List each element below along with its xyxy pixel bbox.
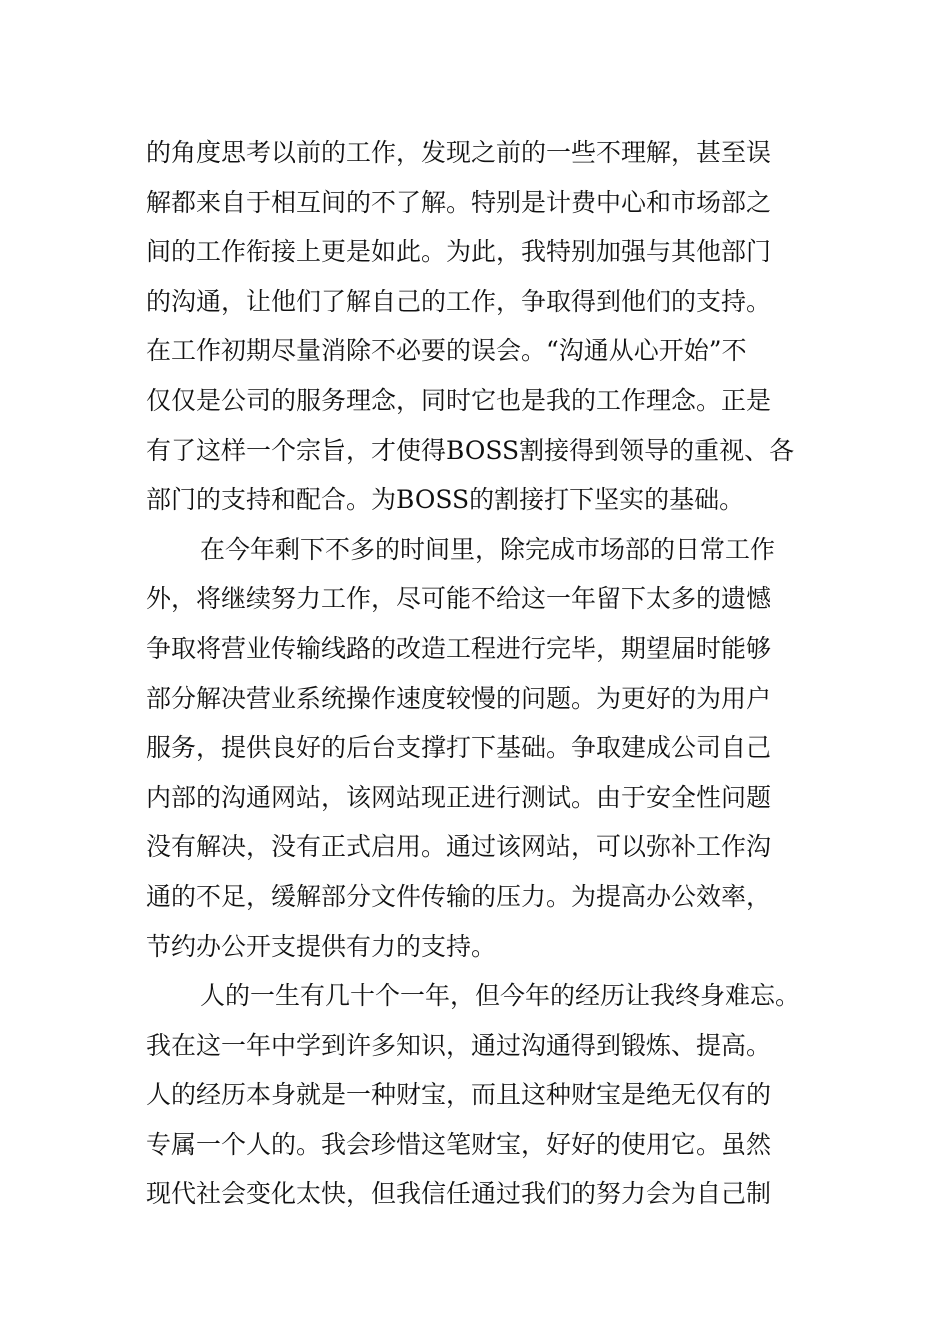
text-line: 通的不足，缓解部分文件传输的压力。为提高办公效率， (146, 881, 772, 911)
text-line: 外，将继续努力工作，尽可能不给这一年留下太多的遗憾 (146, 584, 772, 614)
text-line: 部门的支持和配合。为BOSS的割接打下坚实的基础。 (146, 485, 745, 515)
text-line: 节约办公开支提供有力的支持。 (146, 931, 497, 961)
text-line: 间的工作衔接上更是如此。为此，我特别加强与其他部门 (146, 237, 772, 267)
text-line: 有了这样一个宗旨，才使得BOSS割接得到领导的重视、各 (146, 435, 795, 465)
text-line: 解都来自于相互间的不了解。特别是计费中心和市场部之 (146, 187, 772, 217)
text-line: 现代社会变化太快，但我信任通过我们的努力会为自己制 (146, 1179, 772, 1209)
paragraph-start-line: 人的一生有几十个一年，但今年的经历让我终身难忘。 (200, 981, 801, 1011)
paragraph-start-line: 在今年剩下不多的时间里，除完成市场部的日常工作 (200, 534, 776, 564)
text-line: 人的经历本身就是一种财宝，而且这种财宝是绝无仅有的 (146, 1080, 772, 1110)
text-line: 我在这一年中学到许多知识，通过沟通得到锻炼、提高。 (146, 1030, 772, 1060)
text-line: 没有解决，没有正式启用。通过该网站，可以弥补工作沟 (146, 832, 772, 862)
body-text (146, 128, 826, 1219)
text-line: 仅仅是公司的服务理念，同时它也是我的工作理念。正是 (146, 385, 772, 415)
text-line: 部分解决营业系统操作速度较慢的问题。为更好的为用户 (146, 683, 772, 713)
text-line: 的沟通，让他们了解自己的工作，争取得到他们的支持。 (146, 286, 772, 316)
text-line: 的角度思考以前的工作，发现之前的一些不理解，甚至误 (146, 138, 772, 167)
text-line: 专属一个人的。我会珍惜这笔财宝，好好的使用它。虽然 (146, 1129, 772, 1159)
text-line: 内部的沟通网站，该网站现正进行测试。由于安全性问题 (146, 782, 772, 812)
text-line: 争取将营业传输线路的改造工程进行完毕，期望届时能够 (146, 633, 772, 663)
text-line: 在工作初期尽量消除不必要的误会。“沟通从心开始”不 (146, 336, 747, 366)
text-line: 服务，提供良好的后台支撑打下基础。争取建成公司自己 (146, 733, 772, 763)
